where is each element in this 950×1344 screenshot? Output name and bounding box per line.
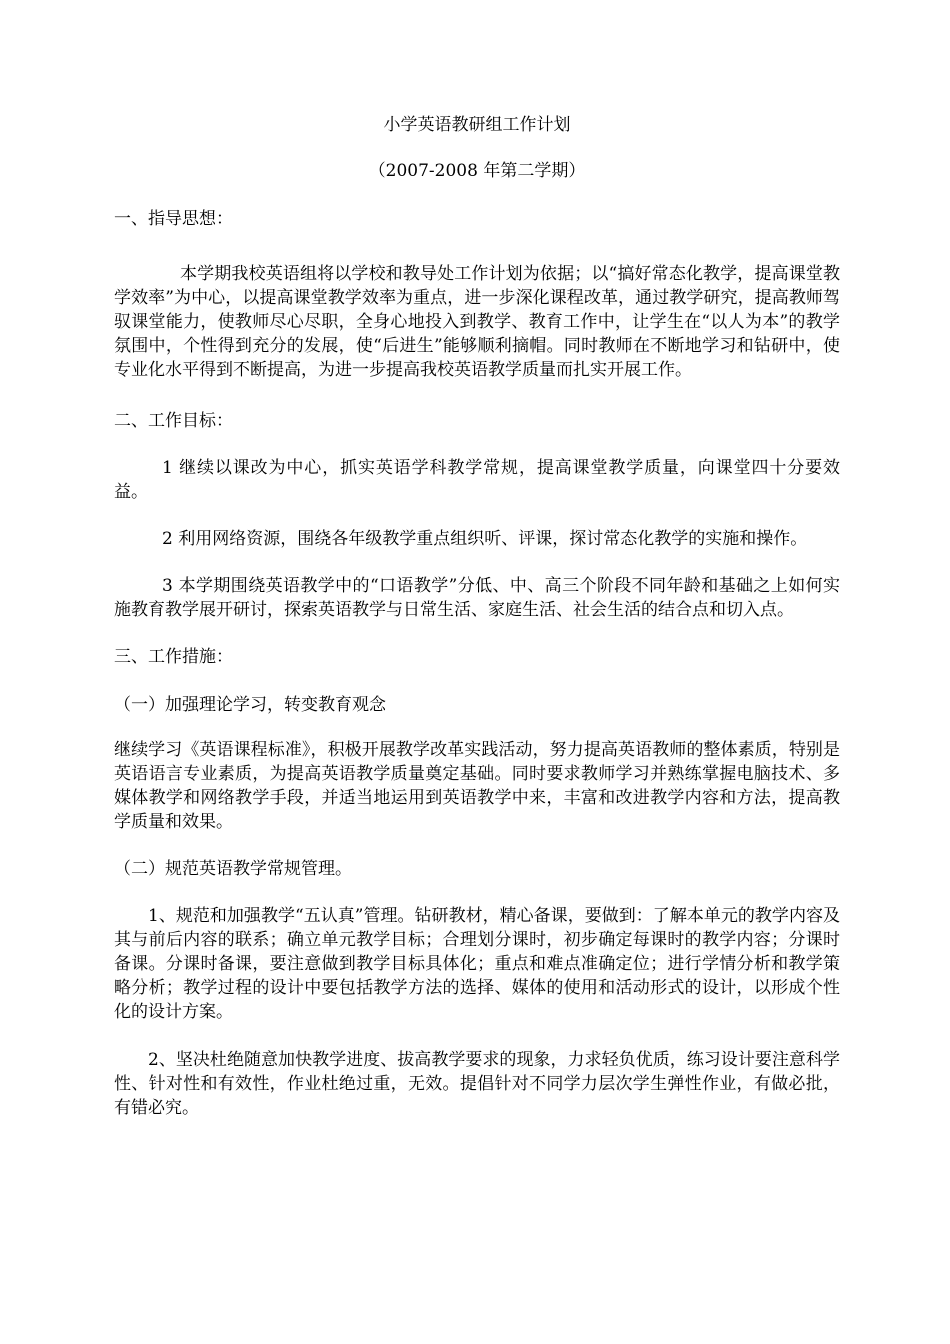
- goal-item: 3 本学期围绕英语教学中的“口语教学”分低、中、高三个阶段不同年龄和基础之上如何实施教育教学展开研讨，探索英语教学与日常生活、家庭生活、社会生活的结合点和切入点。: [114, 576, 840, 620]
- measure-2-heading: （二）规范英语教学常规管理。: [114, 859, 352, 879]
- section-3-heading: 三、工作措施：: [114, 647, 233, 667]
- goal-item: 2 利用网络资源，围绕各年级教学重点组织听、评课，探讨常态化教学的实施和操作。: [162, 529, 808, 549]
- section-1-paragraph: 本学期我校英语组将以学校和教导处工作计划为依据；以“搞好常态化教学，提高课堂教学效率”为中心，以提高课堂教学效率为重点，进一步深化课程改革，通过教学研究，提高教师驾驭课堂能力，使教师尽心尽职，全身心地投入到教学、教育工作中，让学生在“以人为本”的教学氛围中，个性得到充分的发展，使“后进生”能够顺利摘帽。同时教师在不断地学习和钻研中，使专业化水平得到不断提高，为进一步提高我校英语教学质量而扎实开展工作。: [114, 264, 840, 380]
- section-1-heading: 一、指导思想：: [114, 209, 233, 229]
- document-page: [114, 110, 840, 1120]
- measure-1-paragraph: 继续学习《英语课程标准》，积极开展教学改革实践活动，努力提高英语教师的整体素质，特别是英语语言专业素质，为提高英语教学质量奠定基础。同时要求教师学习并熟练掌握电脑技术、多媒体教学和网络教学手段，并适当地运用到英语教学中来，丰富和改进教学内容和方法，提高教学质量和效果。: [114, 740, 840, 832]
- measure-2-item: 1、规范和加强教学“五认真”管理。钻研教材，精心备课，要做到：了解本单元的教学内容及其与前后内容的联系；确立单元教学目标；合理划分课时，初步确定每课时的教学内容；分课时备课。分课时备课，要注意做到教学目标具体化；重点和难点准确定位；进行学情分析和教学策略分析；教学过程的设计中要包括教学方法的选择、媒体的使用和活动形式的设计，以形成个性化的设计方案。: [114, 906, 840, 1022]
- measure-2-item: 2、坚决杜绝随意加快教学进度、拔高教学要求的现象，力求轻负优质，练习设计要注意科学性、针对性和有效性，作业杜绝过重，无效。提倡针对不同学力层次学生弹性作业，有做必批，有错必究。: [114, 1050, 840, 1118]
- document-title: 小学英语教研组工作计划: [383, 115, 571, 135]
- measure-1-heading: （一）加强理论学习，转变教育观念: [114, 695, 386, 715]
- goal-item: 1 继续以课改为中心，抓实英语学科教学常规，提高课堂教学质量，向课堂四十分要效益。: [114, 458, 840, 502]
- section-2-heading: 二、工作目标：: [114, 411, 233, 431]
- document-subtitle: （2007-2008 年第二学期）: [368, 161, 586, 181]
